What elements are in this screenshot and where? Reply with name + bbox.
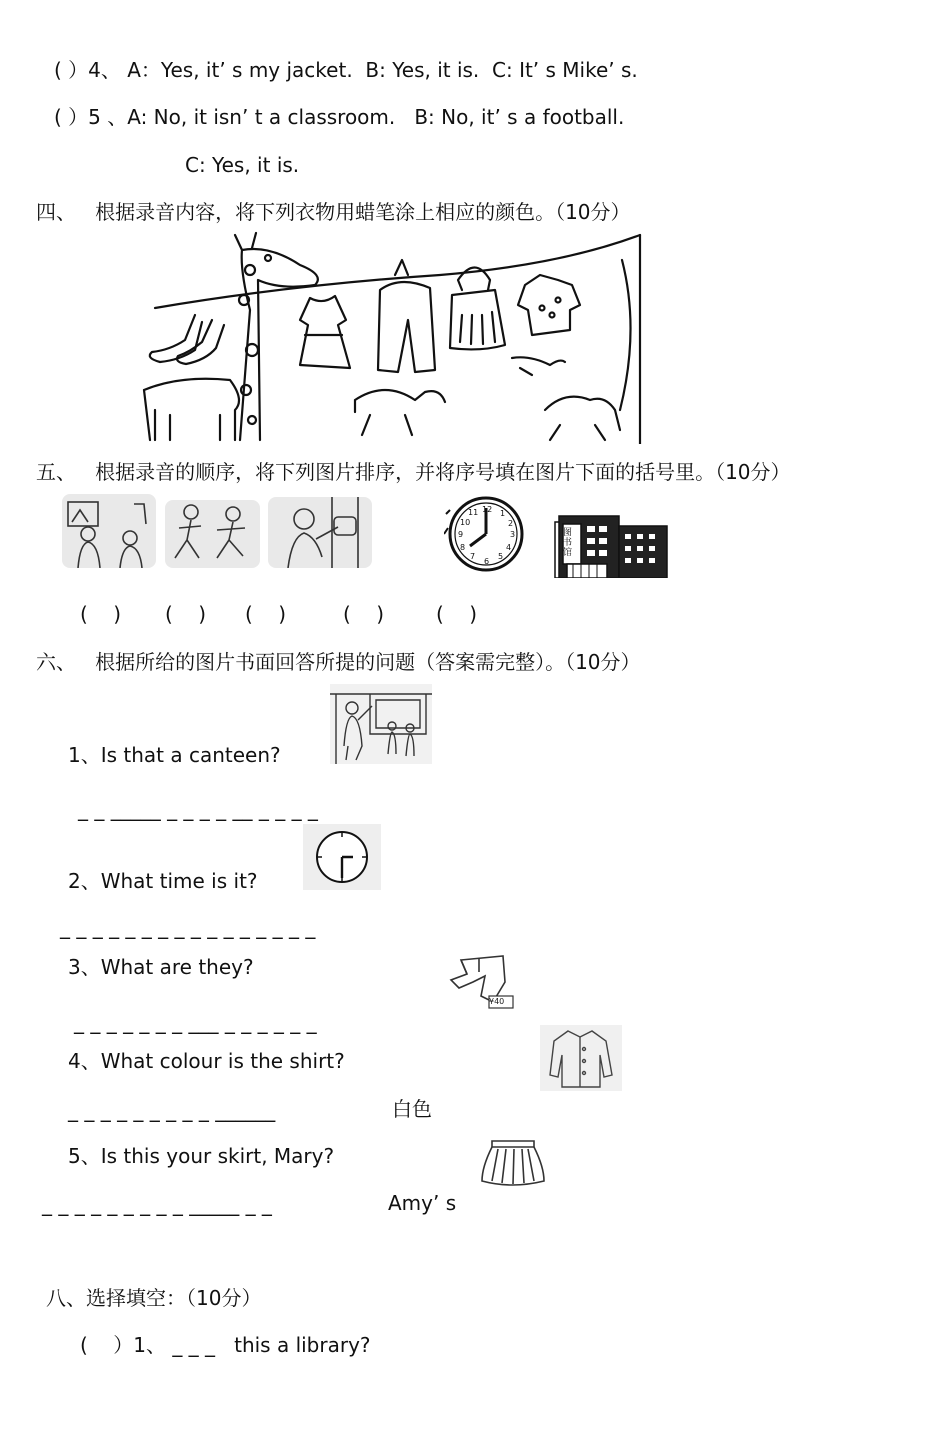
q6-2-question: 2、What time is it? — [68, 869, 258, 893]
section6-heading: 六、 根据所给的图片书面回答所提的问题（答案需完整）。（10分） — [36, 650, 641, 674]
trousers-price-picture — [445, 952, 517, 1012]
svg-text:8: 8 — [460, 543, 466, 552]
picture-running-boys — [165, 500, 260, 568]
section4-heading: 四、 根据录音内容，将下列衣物用蜡笔涂上相应的颜色。（10分） — [36, 200, 631, 224]
q6-2-answer-line[interactable]: _ _ _ _ _ _ _ _ _ _ _ _ _ _ _ _ — [60, 915, 316, 939]
q6-4-answer-line[interactable]: _ _ _ _ _ _ _ _ _ ______ — [68, 1098, 276, 1122]
order-bracket-1[interactable]: ( ) — [80, 602, 122, 626]
q6-4-hint: 白色 — [392, 1097, 432, 1121]
library-sign-text: 图书馆 — [563, 528, 573, 558]
svg-text:6: 6 — [484, 557, 490, 566]
svg-text:10: 10 — [460, 518, 471, 527]
clock-three-thirty-icon — [303, 824, 381, 890]
section8-heading: 八、选择填空：（10分） — [46, 1286, 262, 1310]
q6-1-question: 1、Is that a canteen? — [68, 743, 281, 767]
order-bracket-3[interactable]: ( ) — [245, 602, 287, 626]
q6-3-question: 3、What are they? — [68, 955, 254, 979]
skirt-picture — [478, 1137, 548, 1189]
clock-eight-icon — [444, 492, 524, 576]
q6-5-answer-line[interactable]: _ _ _ _ _ _ _ _ _ _____ _ _ — [42, 1192, 272, 1216]
picture-art-room — [62, 494, 156, 568]
order-bracket-2[interactable]: ( ) — [165, 602, 207, 626]
shirt-picture — [540, 1025, 622, 1091]
q6-4-question: 4、What colour is the shirt? — [68, 1049, 345, 1073]
q8-1-question: ( ）1、 _ _ _ this a library? — [80, 1333, 371, 1357]
q6-3-answer-line[interactable]: _ _ _ _ _ _ _ ___ _ _ _ _ _ _ — [74, 1010, 317, 1034]
picture-boy-with-bag — [268, 497, 372, 568]
q6-5-hint: Amy’ s — [388, 1191, 457, 1215]
order-bracket-4[interactable]: ( ) — [343, 602, 385, 626]
svg-text:5: 5 — [498, 552, 504, 561]
svg-text:2: 2 — [508, 519, 514, 528]
clothesline-illustration — [140, 230, 652, 444]
svg-text:4: 4 — [506, 543, 512, 552]
svg-text:11: 11 — [468, 508, 479, 517]
svg-text:7: 7 — [470, 552, 476, 561]
q5-options: ( ）5 、A: No, it isn’ t a classroom. B: No, it’ s a football. — [54, 105, 625, 129]
svg-text:1: 1 — [500, 509, 506, 518]
svg-text:3: 3 — [510, 530, 516, 539]
canteen-teacher-picture — [330, 684, 432, 764]
q5-option-c: C: Yes, it is. — [185, 153, 300, 177]
section5-heading: 五、 根据录音的顺序，将下列图片排序，并将序号填在图片下面的括号里。（10分） — [36, 460, 791, 484]
svg-text:9: 9 — [458, 530, 464, 539]
q4-options: ( ）4、 A：Yes, it’ s my jacket. B: Yes, it is. C: It’ s Mike’ s. — [54, 58, 638, 82]
q6-1-answer-line[interactable]: _ _ _____ _ _ _ _ __ _ _ _ _ — [78, 797, 318, 821]
order-bracket-5[interactable]: ( ) — [436, 602, 478, 626]
svg-text:12: 12 — [482, 505, 493, 514]
q6-5-question: 5、Is this your skirt, Mary? — [68, 1144, 335, 1168]
trousers-price-tag: ¥40 — [489, 997, 505, 1006]
